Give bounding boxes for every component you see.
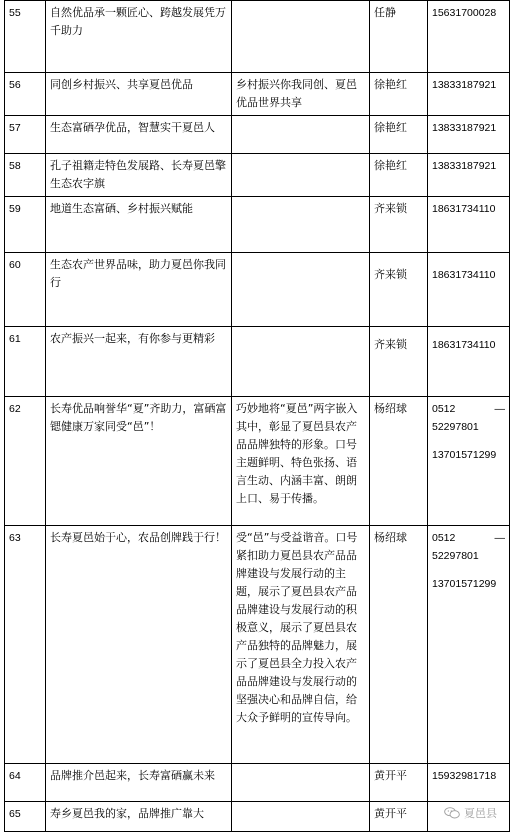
phone-mobile: 13701571299 (432, 449, 497, 461)
author-name: 徐艳红 (374, 78, 407, 91)
author-name: 杨绍球 (374, 531, 407, 544)
slogan-table (4, 0, 510, 832)
author-name-cell (370, 526, 428, 764)
phone-landline: 52297801 (432, 550, 479, 562)
row-number: 59 (5, 197, 46, 253)
phone-area-code: 0512 (432, 532, 456, 544)
row-number: 65 (5, 802, 46, 832)
phone-number: 15631700028 (432, 7, 497, 19)
table-row (5, 253, 510, 327)
slogan-cell: 同创乡村振兴、共享夏邑优品 (46, 73, 232, 116)
slogan-cell: 生态农产世界品味，助力夏邑你我同行 (46, 253, 232, 327)
watermark-text: 夏邑县 (464, 807, 497, 820)
phone-mobile: 13701571299 (432, 578, 497, 590)
row-number: 58 (5, 154, 46, 197)
author-name: 杨绍球 (374, 402, 407, 415)
row-number: 64 (5, 764, 46, 802)
author-name-cell (370, 253, 428, 327)
phone-cell (428, 764, 510, 802)
row-number: 56 (5, 73, 46, 116)
author-name-cell (370, 73, 428, 116)
phone-cell (428, 397, 510, 526)
phone-number: 15932981718 (432, 770, 497, 782)
phone-area-code: 0512 (432, 403, 456, 415)
phone-cell (428, 1, 510, 73)
author-name-cell (370, 764, 428, 802)
phone-number: 18631734110 (432, 203, 496, 215)
table-row (5, 397, 510, 526)
phone-number: 18631734110 (432, 339, 496, 351)
slogan-cell: 自然优品承一颗匠心、跨越发展凭万千助力 (46, 1, 232, 73)
slogan-cell: 长寿优品响誉华“夏”齐助力，富硒富锶健康万家同受“邑”！ (46, 397, 232, 526)
slogan-cell: 长寿夏邑始于心，农品创牌践于行！ (46, 526, 232, 764)
phone-number: 13833187921 (432, 160, 497, 172)
description-cell (232, 253, 370, 327)
author-name-cell (370, 116, 428, 154)
author-name: 齐来锁 (374, 338, 407, 351)
phone-number: 13833187921 (432, 122, 497, 134)
phone-cell (428, 197, 510, 253)
phone-number: 18631734110 (432, 269, 496, 281)
author-name: 黄开平 (374, 807, 407, 820)
phone-number: 13833187921 (432, 79, 497, 91)
description-cell: 受“邑”与受益谐音。口号紧扣助力夏邑县农产品品牌建设与发展行动的主题，展示了夏邑县农产品品牌建设与发展行动的积极意义，展示了夏邑县农产品独特的品牌魅力，展示了夏邑县全力投入农产品品牌建设与发展行动的坚强决心和品牌自信，给大众予鲜明的宣传导向。 (232, 526, 370, 764)
description-cell (232, 116, 370, 154)
watermark (444, 805, 497, 821)
table-row (5, 1, 510, 73)
phone-cell (428, 526, 510, 764)
row-number: 61 (5, 327, 46, 397)
slogan-cell: 寿乡夏邑我的家，品牌推广靠大 (46, 802, 232, 832)
row-number: 62 (5, 397, 46, 526)
slogan-cell: 品牌推介邑起来，长寿富硒赢未来 (46, 764, 232, 802)
row-number: 55 (5, 1, 46, 73)
description-cell (232, 197, 370, 253)
author-name-cell (370, 197, 428, 253)
row-number: 60 (5, 253, 46, 327)
author-name: 齐来锁 (374, 202, 407, 215)
wechat-icon (444, 807, 460, 819)
description-cell (232, 327, 370, 397)
description-cell (232, 802, 370, 832)
slogan-cell: 生态富硒孕优品，智慧实干夏邑人 (46, 116, 232, 154)
table-row (5, 802, 510, 832)
phone-dash: — (494, 403, 505, 415)
description-cell: 巧妙地将“夏邑”两字嵌入其中，彰显了夏邑县农产品品牌独特的形象。口号主题鲜明、特色张扬、语言生动、内涵丰富、朗朗上口、易于传播。 (232, 397, 370, 526)
author-name: 徐艳红 (374, 159, 407, 172)
slogan-cell: 地道生态富硒、乡村振兴赋能 (46, 197, 232, 253)
phone-cell (428, 253, 510, 327)
slogan-table-body (5, 1, 510, 832)
phone-cell (428, 73, 510, 116)
phone-cell (428, 154, 510, 197)
table-row (5, 197, 510, 253)
phone-cell (428, 327, 510, 397)
author-name: 黄开平 (374, 769, 407, 782)
author-name: 徐艳红 (374, 121, 407, 134)
table-row (5, 116, 510, 154)
author-name-cell (370, 397, 428, 526)
author-name-cell (370, 802, 428, 832)
author-name-cell (370, 327, 428, 397)
table-row (5, 526, 510, 764)
phone-cell (428, 116, 510, 154)
description-cell (232, 154, 370, 197)
description-cell (232, 1, 370, 73)
description-cell (232, 764, 370, 802)
author-name-cell (370, 1, 428, 73)
row-number: 57 (5, 116, 46, 154)
phone-landline: 52297801 (432, 421, 479, 433)
description-cell: 乡村振兴你我同创、夏邑优品世界共享 (232, 73, 370, 116)
slogan-cell: 农产振兴一起来，有你参与更精彩 (46, 327, 232, 397)
slogan-cell: 孔子祖籍走特色发展路、长寿夏邑擎生态农字旗 (46, 154, 232, 197)
table-row (5, 327, 510, 397)
author-name-cell (370, 154, 428, 197)
table-row (5, 73, 510, 116)
table-row (5, 154, 510, 197)
author-name: 任静 (374, 6, 396, 19)
phone-dash: — (494, 532, 505, 544)
row-number: 63 (5, 526, 46, 764)
table-row (5, 764, 510, 802)
author-name: 齐来锁 (374, 268, 407, 281)
